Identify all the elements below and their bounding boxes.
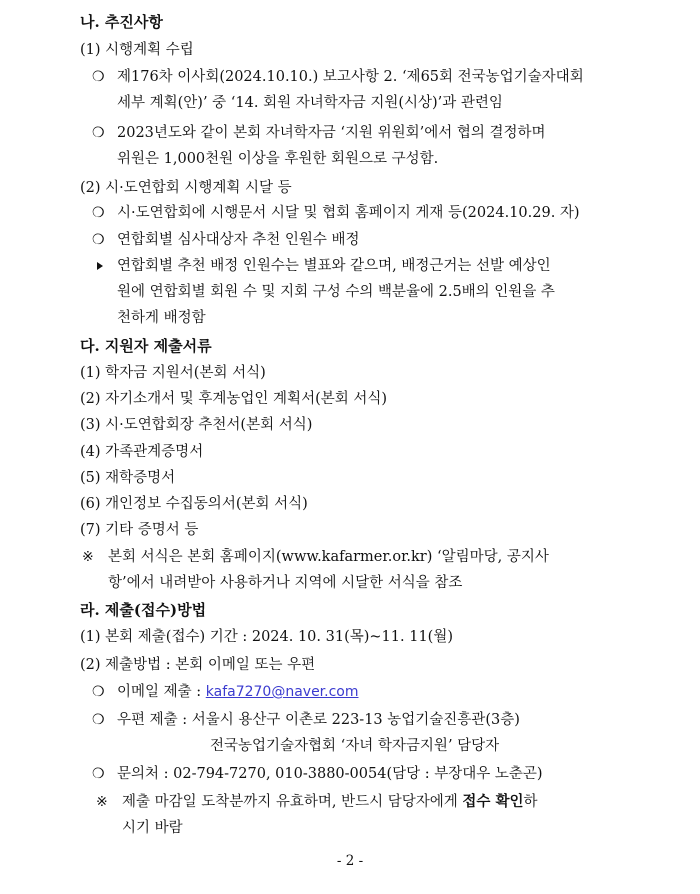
contact-info: 문의처 : 02-794-7270, 010-3880-0054(담당 : 부장대우 노춘곤) (117, 766, 543, 782)
deadline-note-line2: 시기 바람 (122, 820, 183, 836)
document-item: (5) 재학증명서 (80, 470, 176, 486)
bullet-board-report-line2: 세부 계획(안)’ 중 ‘14. 회원 자녀학자금 지원(시상)’과 관련임 (117, 95, 503, 111)
circle-bullet-icon: ❍ (92, 205, 105, 221)
document-item: (1) 학자금 지원서(본회 서식) (80, 365, 266, 381)
circle-bullet-icon: ❍ (92, 69, 105, 85)
post-submission-line1: 우편 제출 : 서울시 용산구 이촌로 223-13 농업기술진흥관(3층) (117, 712, 520, 728)
email-label: 이메일 제출 : (117, 684, 206, 700)
form-note-line2: 항’에서 내려받아 사용하거나 지역에 시달한 서식을 참조 (108, 575, 463, 591)
sub-item-plan: (1) 시행계획 수립 (80, 42, 194, 58)
reference-mark-icon: ※ (82, 549, 94, 565)
document-item: (7) 기타 증명서 등 (80, 522, 199, 538)
form-note-line1: 본회 서식은 본회 홈페이지(www.kafarmer.or.kr) ‘알림마당, 공지사 (108, 549, 549, 565)
deadline-note-text: 제출 마감일 도착분까지 유효하며, 반드시 담당자에게 (122, 794, 463, 810)
section-heading-ra: 라. 제출(접수)방법 (80, 601, 207, 619)
bullet-committee-line2: 위원은 1,000천원 이상을 후원한 회원으로 구성함. (117, 151, 439, 167)
circle-bullet-icon: ❍ (92, 684, 105, 700)
document-item: (3) 시·도연합회장 추천서(본회 서식) (80, 417, 313, 433)
circle-bullet-icon: ❍ (92, 712, 105, 728)
sub-item-notice: (2) 시·도연합회 시행계획 시달 등 (80, 180, 292, 196)
reference-mark-icon: ※ (96, 794, 108, 810)
section-heading-da: 다. 지원자 제출서류 (80, 337, 212, 355)
deadline-note-tail: 하 (523, 794, 538, 810)
triangle-bullet-icon (97, 262, 103, 270)
email-submission (117, 683, 359, 701)
post-submission-line2: 전국농업기술자협회 ‘자녀 학자금지원’ 담당자 (210, 738, 500, 754)
document-item: (4) 가족관계증명서 (80, 444, 204, 460)
page-number: - 2 - (336, 853, 364, 869)
document-item: (6) 개인정보 수집동의서(본회 서식) (80, 496, 308, 512)
bullet-board-report-line1: 제176차 이사회(2024.10.10.) 보고사항 2. ‘제65회 전국농업기술자대회 (117, 69, 584, 85)
circle-bullet-icon: ❍ (92, 125, 105, 141)
quota-basis-line2: 원에 연합회별 회원 수 및 지회 구성 수의 백분율에 2.5배의 인원을 추 (117, 284, 555, 300)
bullet-committee-line1: 2023년도와 같이 본회 자녀학자금 ‘지원 위원회’에서 협의 결정하며 (117, 125, 546, 141)
deadline-note-line1 (122, 793, 538, 811)
document-item: (2) 자기소개서 및 후계농업인 계획서(본회 서식) (80, 391, 388, 407)
section-heading-na: 나. 추진사항 (80, 13, 163, 31)
bullet-quota: 연합회별 심사대상자 추천 인원수 배정 (117, 232, 360, 248)
circle-bullet-icon: ❍ (92, 766, 105, 782)
deadline-note-emphasis: 접수 확인 (462, 793, 524, 810)
submission-period: (1) 본회 제출(접수) 기간 : 2024. 10. 31(목)~11. 11(월) (80, 629, 453, 645)
submission-method: (2) 제출방법 : 본회 이메일 또는 우편 (80, 657, 316, 673)
circle-bullet-icon: ❍ (92, 232, 105, 248)
quota-basis-line3: 천하게 배정함 (117, 310, 206, 326)
email-link[interactable]: kafa7270@naver.com (205, 684, 359, 700)
bullet-notice-posting: 시·도연합회에 시행문서 시달 및 협회 홈페이지 게재 등(2024.10.29. 자) (117, 205, 580, 221)
quota-basis-line1: 연합회별 추천 배정 인원수는 별표와 같으며, 배정근거는 선발 예상인 (117, 258, 551, 274)
